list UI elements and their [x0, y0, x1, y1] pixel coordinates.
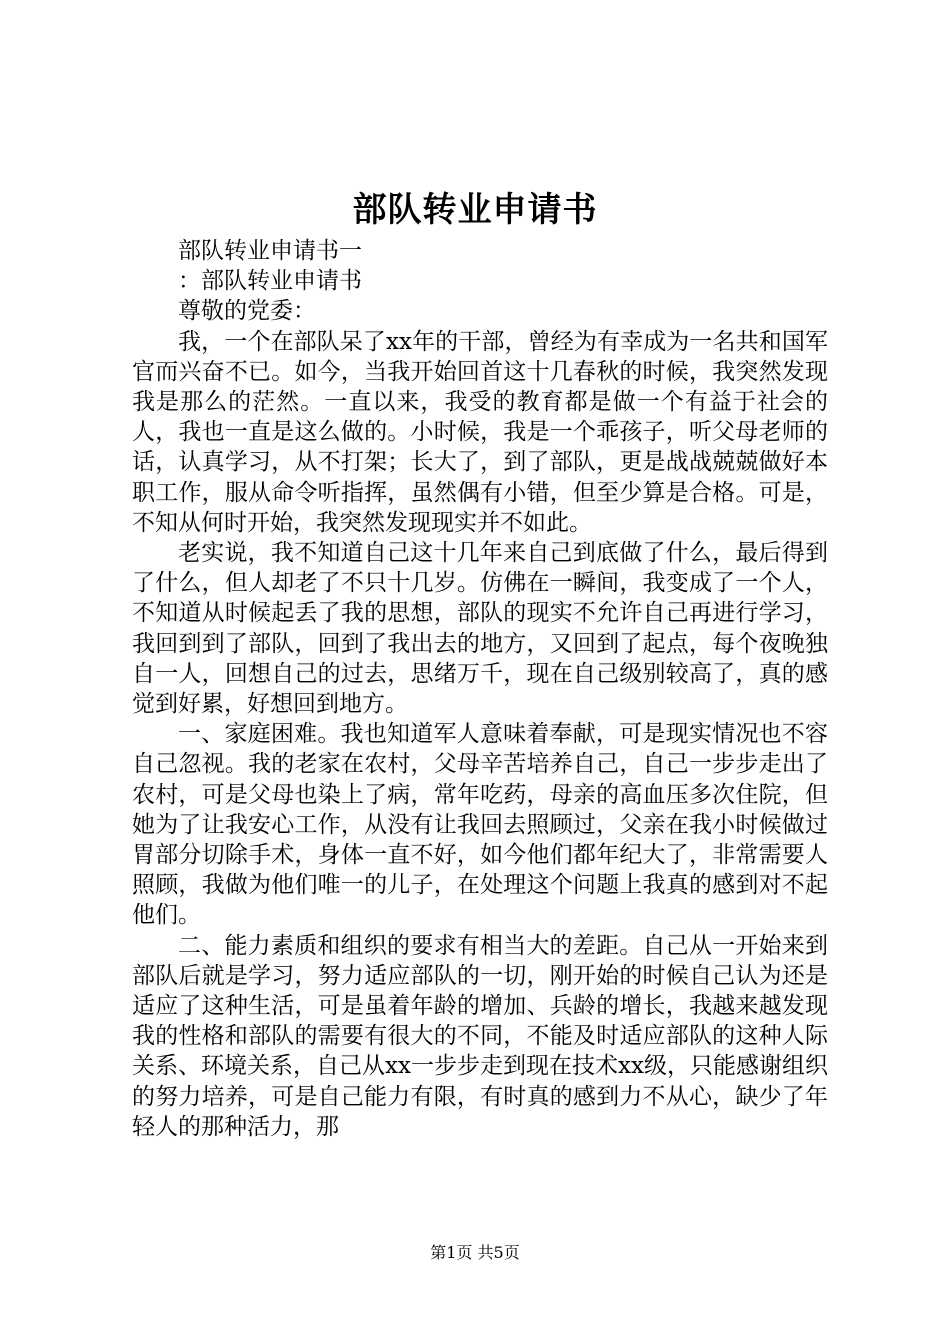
paragraph-salutation: 尊敬的党委：	[178, 298, 316, 325]
paragraph-body: 老实说，我不知道自己这十几年来自己到底做了什么，最后得到了什么，但人却老了不只十几岁。仿佛在一瞬间，我变成了一个人，不知道从时候起丢了我的思想，部队的现实不允许自己再进行学习，我回到到了部队，回到了我出去的地方，又回到了起点，每个夜晚独自一人，回想自己的过去，思绪万千，现在自己级别较高了，真的感觉到好累，好想回到地方。	[132, 540, 828, 718]
paragraph-subtitle: 部队转业申请书一	[178, 238, 362, 264]
page-footer: 第1页 共5页	[430, 1243, 520, 1262]
paragraph-body: 我，一个在部队呆了xx年的干部，曾经为有幸成为一名共和国军官而兴奋不已。如今，当我开始回首这十几春秋的时候，我突然发现我是那么的茫然。一直以来，我受的教育都是做一个有益于社会的人，我也一直是这么做的。小时候，我是一个乖孩子，听父母老师的话，认真学习，从不打架；长大了，到了部队，更是战战兢兢做好本职工作，服从命令听指挥，虽然偶有小错，但至少算是合格。可是，不知从何时开始，我突然发现现实并不如此。	[132, 328, 828, 536]
paragraph-heading: ：部队转业申请书	[178, 268, 362, 295]
paragraph-body: 二、能力素质和组织的要求有相当大的差距。自己从一开始来到部队后就是学习，努力适应部队的一切，刚开始的时候自己认为还是适应了这种生活，可是虽着年龄的增加、兵龄的增长，我越来越发现我的性格和部队的需要有很大的不同，不能及时适应部队的这种人际关系、环境关系，自己从xx一步步走到现在技术xx级，只能感谢组织的努力培养，可是自己能力有限，有时真的感到力不从心，缺少了年轻人的那种活力，那	[132, 932, 828, 1140]
paragraph-body: 一、家庭困难。我也知道军人意味着奉献，可是现实情况也不容自己忽视。我的老家在农村，父母辛苦培养自己，自己一步步走出了农村，可是父母也染上了病，常年吃药，母亲的高血压多次住院，但她为了让我安心工作，从没有让我回去照顾过，父亲在我小时候做过胃部分切除手术，身体一直不好，如今他们都年纪大了，非常需要人照顾，我做为他们唯一的儿子，在处理这个问题上我真的感到对不起他们。	[132, 721, 828, 929]
document-title: 部队转业申请书	[352, 190, 598, 230]
document-body	[132, 236, 828, 1142]
